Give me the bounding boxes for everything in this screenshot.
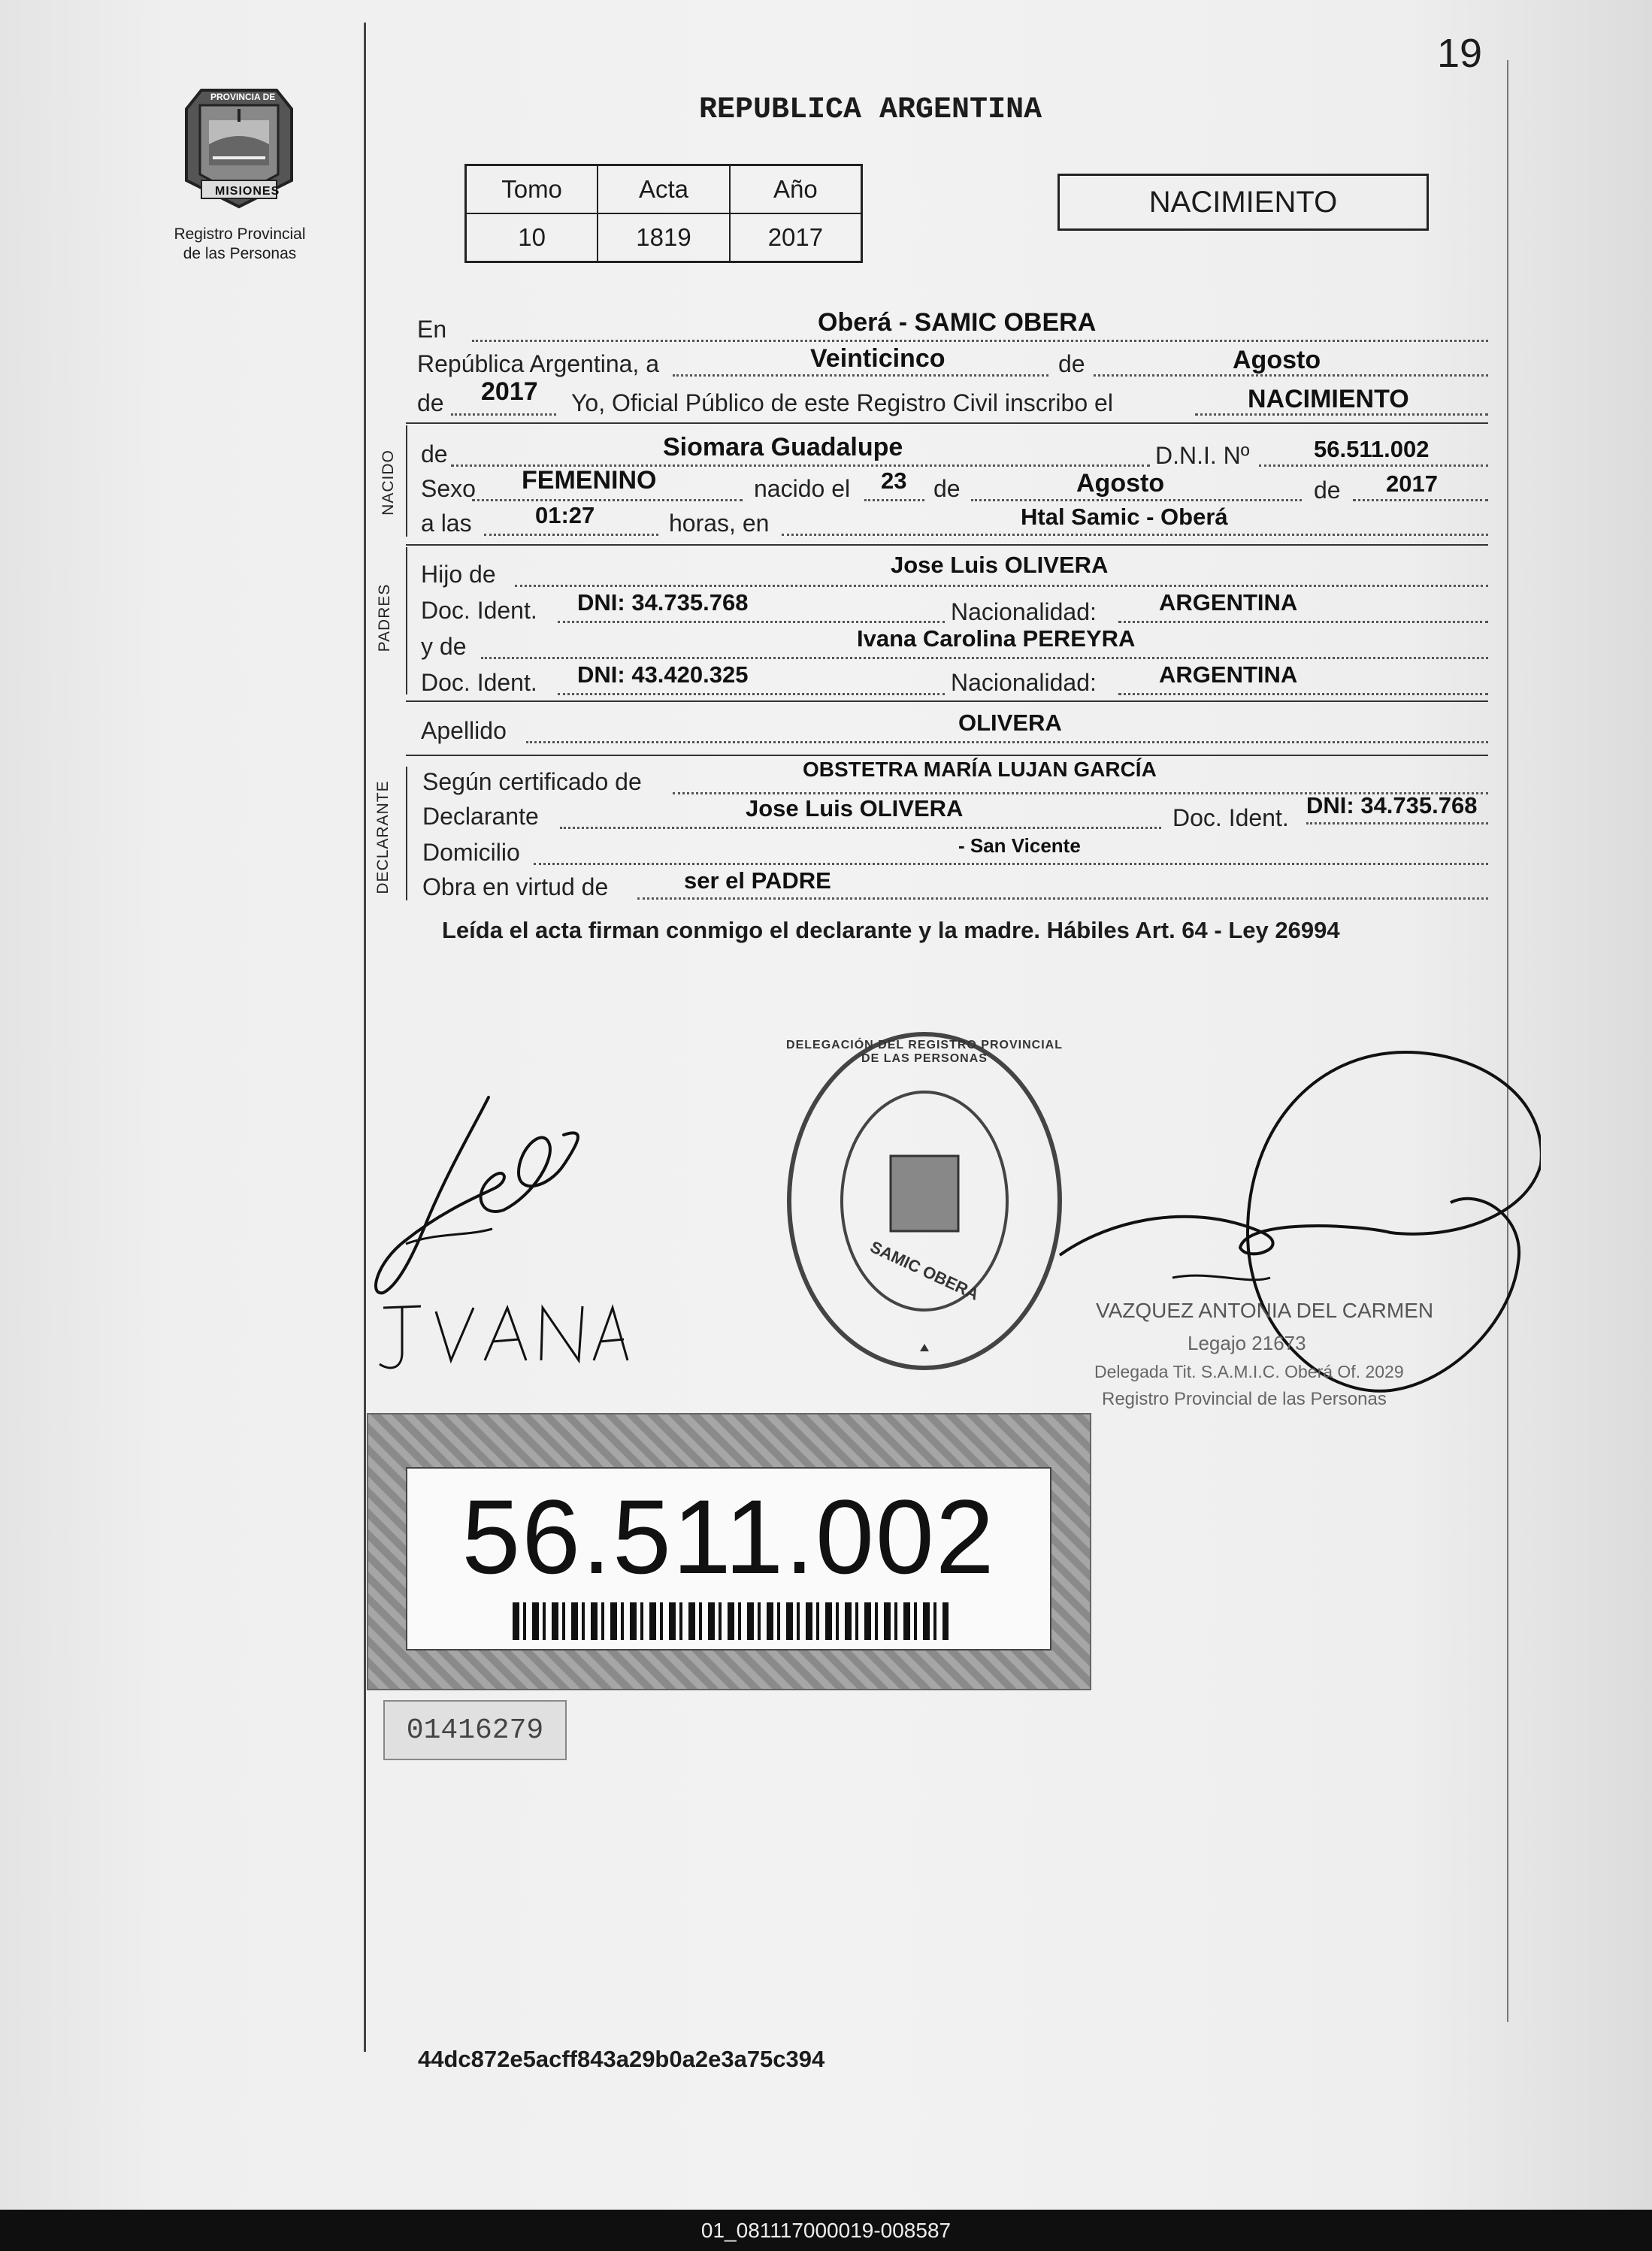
registry-name-line1: Registro Provincial xyxy=(174,225,306,243)
hijo-label: Hijo de xyxy=(421,561,496,588)
decl-label: Declarante xyxy=(422,803,539,830)
republica-label: República Argentina, a xyxy=(417,350,659,377)
closing-text: Leída el acta firman conmigo el declarante y la madre. Hábiles Art. 64 - Ley 26994 xyxy=(442,917,1340,943)
mother-nationality: ARGENTINA xyxy=(1159,661,1298,688)
declarante-top-line xyxy=(406,755,1488,756)
nacido-section-label: NACIDO xyxy=(380,449,397,516)
footer-id-bar xyxy=(0,2210,1652,2251)
document-hash: 44dc872e5acff843a29b0a2e3a75c394 xyxy=(418,2046,825,2072)
sexo-line xyxy=(472,499,743,501)
id-label-inner xyxy=(406,1467,1051,1650)
father-nat-label: Nacionalidad: xyxy=(951,598,1097,625)
birth-month-line xyxy=(971,499,1302,501)
birth-year-line xyxy=(1353,499,1488,501)
nacido-de3-label: de xyxy=(1314,477,1341,504)
record-header-tomo: Tomo xyxy=(466,165,598,214)
record-value-tomo: 10 xyxy=(466,213,598,262)
mother-doc-label: Doc. Ident. xyxy=(421,669,537,696)
footer-id: 01_081117000019-008587 xyxy=(700,2218,952,2242)
year-line xyxy=(451,413,556,416)
y-de-label: y de xyxy=(421,633,467,660)
father-doc-line xyxy=(558,621,945,623)
cert-label: Según certificado de xyxy=(422,768,642,795)
time-line xyxy=(484,534,658,536)
birth-time: 01:27 xyxy=(535,502,595,528)
dom-value: - San Vicente xyxy=(958,834,1081,857)
declarante-bracket xyxy=(406,767,407,900)
record-header-acta: Acta xyxy=(598,165,730,214)
official-role: Delegada Tit. S.A.M.I.C. Oberá Of. 2029 xyxy=(1094,1362,1404,1381)
logo-top-text: PROVINCIA DE xyxy=(210,92,276,102)
child-dni: 56.511.002 xyxy=(1314,436,1430,462)
mother-line xyxy=(481,657,1488,659)
father-doc: DNI: 34.735.768 xyxy=(577,589,749,616)
record-table xyxy=(464,164,863,263)
serial-box xyxy=(383,1700,567,1760)
apellido-value: OLIVERA xyxy=(958,709,1062,736)
nacido-de2-label: de xyxy=(933,475,961,502)
decl-doc-line xyxy=(1306,822,1488,824)
birth-place: Htal Samic - Oberá xyxy=(1021,504,1228,530)
signature-scribble-left xyxy=(361,1082,601,1300)
intro-year: 2017 xyxy=(481,377,538,406)
mother-name: Ivana Carolina PEREYRA xyxy=(857,625,1136,652)
padres-bracket xyxy=(406,547,407,694)
record-header-ano: Año xyxy=(730,165,862,214)
father-nationality: ARGENTINA xyxy=(1159,589,1298,616)
intro-place: Oberá - SAMIC OBERA xyxy=(818,308,1097,337)
obra-label: Obra en virtud de xyxy=(422,873,609,900)
country-title: REPUBLICA ARGENTINA xyxy=(699,93,1042,127)
en-label: En xyxy=(417,316,447,343)
nacido-de-label: de xyxy=(421,440,448,467)
decl-value: Jose Luis OLIVERA xyxy=(746,795,964,821)
intro-day-words: Veinticinco xyxy=(810,344,946,373)
serial-number: 01416279 xyxy=(406,1714,544,1747)
left-margin-line xyxy=(364,23,366,2052)
de2-label: de xyxy=(417,389,444,416)
decl-doc: DNI: 34.735.768 xyxy=(1306,792,1478,818)
padres-top-line xyxy=(406,544,1488,546)
nacido-top-line xyxy=(406,422,1488,424)
birth-month: Agosto xyxy=(1076,469,1165,498)
official-name: VAZQUEZ ANTONIA DEL CARMEN xyxy=(1096,1299,1434,1322)
stamp-ring-text: DELEGACIÓN DEL REGISTRO PROVINCIAL DE LAS PERSONAS xyxy=(786,1039,1063,1065)
mother-doc: DNI: 43.420.325 xyxy=(577,661,749,688)
father-nat-line xyxy=(1118,621,1488,623)
id-number: 56.511.002 xyxy=(461,1478,996,1596)
a-las-label: a las xyxy=(421,510,472,537)
record-value-acta: 1819 xyxy=(598,213,730,262)
apellido-top-line xyxy=(406,700,1488,702)
signature-ivana xyxy=(368,1285,639,1383)
decl-line xyxy=(560,827,1161,829)
nacido-bracket xyxy=(406,425,407,537)
place-line xyxy=(472,340,1488,342)
dom-line xyxy=(534,863,1488,865)
father-name: Jose Luis OLIVERA xyxy=(891,552,1109,578)
id-label xyxy=(367,1413,1091,1690)
nacido-el-label: nacido el xyxy=(754,475,851,502)
barcode xyxy=(513,1602,949,1640)
official-signature xyxy=(1000,1037,1541,1413)
official-registry: Registro Provincial de las Personas xyxy=(1102,1389,1387,1409)
sexo-label: Sexo xyxy=(421,475,476,502)
child-name: Siomara Guadalupe xyxy=(663,433,903,461)
page-number: 19 xyxy=(1437,31,1483,76)
dni-label: D.N.I. Nº xyxy=(1155,442,1250,469)
horas-label: horas, en xyxy=(669,510,770,537)
intro-month: Agosto xyxy=(1233,346,1321,374)
act-type: NACIMIENTO xyxy=(1148,185,1338,219)
father-doc-label: Doc. Ident. xyxy=(421,597,537,624)
birth-place-line xyxy=(782,534,1488,536)
yo-text: Yo, Oficial Público de este Registro Civil inscribo el xyxy=(571,389,1113,416)
padres-section-label: PADRES xyxy=(376,583,393,652)
declarante-section-label: DECLARANTE xyxy=(374,780,392,894)
birth-year: 2017 xyxy=(1386,470,1438,497)
apellido-label: Apellido xyxy=(421,717,507,744)
provincial-coat-of-arms-icon xyxy=(171,75,307,214)
registry-name-line2: de las Personas xyxy=(183,245,297,262)
mother-nat-line xyxy=(1118,693,1488,695)
intro-act: NACIMIENTO xyxy=(1248,385,1409,413)
mother-nat-label: Nacionalidad: xyxy=(951,669,1097,696)
obra-line xyxy=(637,897,1488,900)
dni-line xyxy=(1259,464,1488,467)
cert-value: OBSTETRA MARÍA LUJAN GARCÍA xyxy=(803,758,1157,781)
record-value-ano: 2017 xyxy=(730,213,862,262)
dom-label: Domicilio xyxy=(422,839,520,866)
official-legajo: Legajo 21673 xyxy=(1188,1332,1306,1354)
decl-doc-label: Doc. Ident. xyxy=(1172,804,1289,831)
father-line xyxy=(515,585,1488,587)
child-sexo: FEMENINO xyxy=(522,466,657,495)
logo-bottom-text: MISIONES xyxy=(215,185,280,198)
stamp-center-text: SAMIC OBERA xyxy=(867,1237,982,1304)
birth-day-line xyxy=(864,499,924,501)
obra-value: ser el PADRE xyxy=(684,867,831,894)
apellido-line xyxy=(526,741,1488,743)
de-label: de xyxy=(1058,350,1085,377)
act-type-box xyxy=(1057,174,1429,231)
mother-doc-line xyxy=(558,693,945,695)
day-line xyxy=(673,374,1048,377)
birth-day: 23 xyxy=(881,467,907,494)
